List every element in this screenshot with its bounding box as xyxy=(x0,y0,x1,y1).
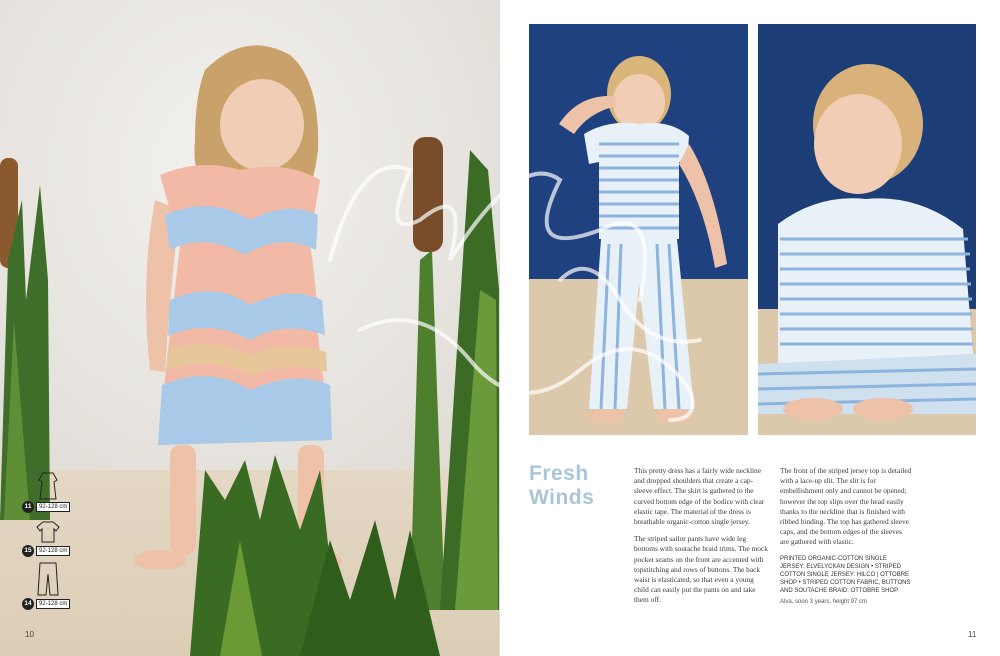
pattern-size-range: 92-128 cm xyxy=(36,546,70,556)
photo-standing-child xyxy=(529,24,748,435)
body-column-1 xyxy=(634,466,769,613)
page-number-right: 11 xyxy=(968,630,977,639)
article-headline xyxy=(529,462,629,510)
photo-sitting-child xyxy=(758,24,976,435)
pattern-number-badge: 15 xyxy=(22,545,34,557)
pattern-size-range: 92-128 cm xyxy=(36,502,70,512)
dress-icon xyxy=(36,472,60,500)
page-number-left: 10 xyxy=(25,630,34,639)
headline-line-1: Fresh xyxy=(529,462,589,485)
materials-credit: PRINTED ORGANIC-COTTON SINGLE JERSEY: ELVELYCKAN DESIGN • STRIPED COTTON SINGLE JERSEY: HILCO | OTTOBRE SHOP • STRIPED COTTON FABRIC, BUTTONS AND SOUTACHE BRAID: OTTOBRE SHOP xyxy=(780,555,911,594)
standing-child-illustration xyxy=(529,24,748,435)
pattern-number-badge: 14 xyxy=(22,598,34,610)
model-note: Alva, soon 3 years, height 97 cm xyxy=(780,598,868,605)
sitting-child-illustration xyxy=(758,24,976,435)
body-column-2 xyxy=(780,466,912,607)
pattern-size-range: 92-128 cm xyxy=(36,599,70,609)
pattern-icon-list xyxy=(22,470,82,620)
headline-line-2: Winds xyxy=(529,486,595,509)
pattern-item-top xyxy=(22,518,82,563)
pants-icon xyxy=(36,562,60,596)
top-icon xyxy=(36,520,60,544)
pattern-item-dress xyxy=(22,470,82,515)
pattern-item-pants xyxy=(22,562,82,607)
body-paragraph: The striped sailor pants have wide leg bottoms with soutache braid trims. The mock pocket seams on the front are accented with topstitching and rows of buttons. The back waist is elasticated, so that even a young child can easily put the pants on and take them off. xyxy=(634,534,768,605)
body-paragraph: The front of the striped jersey top is detailed with a lace-up slit. The slit is for embellishment only and cannot be opened; however the top slips over the head easily thanks to the neckline that is finished with ribbed binding. The top has gathered sleeve caps, and the bottom edges of the sleeves are gathered with elastic. xyxy=(780,466,912,547)
body-paragraph: This pretty dress has a fairly wide neckline and dropped shoulders that create a cap-sleeve effect. The skirt is gathered to the curved bottom edge of the bodice with clear elastic tape. The material of the dress is breathable organic-cotton single jersey. xyxy=(634,466,765,527)
pattern-number-badge: 11 xyxy=(22,501,34,513)
